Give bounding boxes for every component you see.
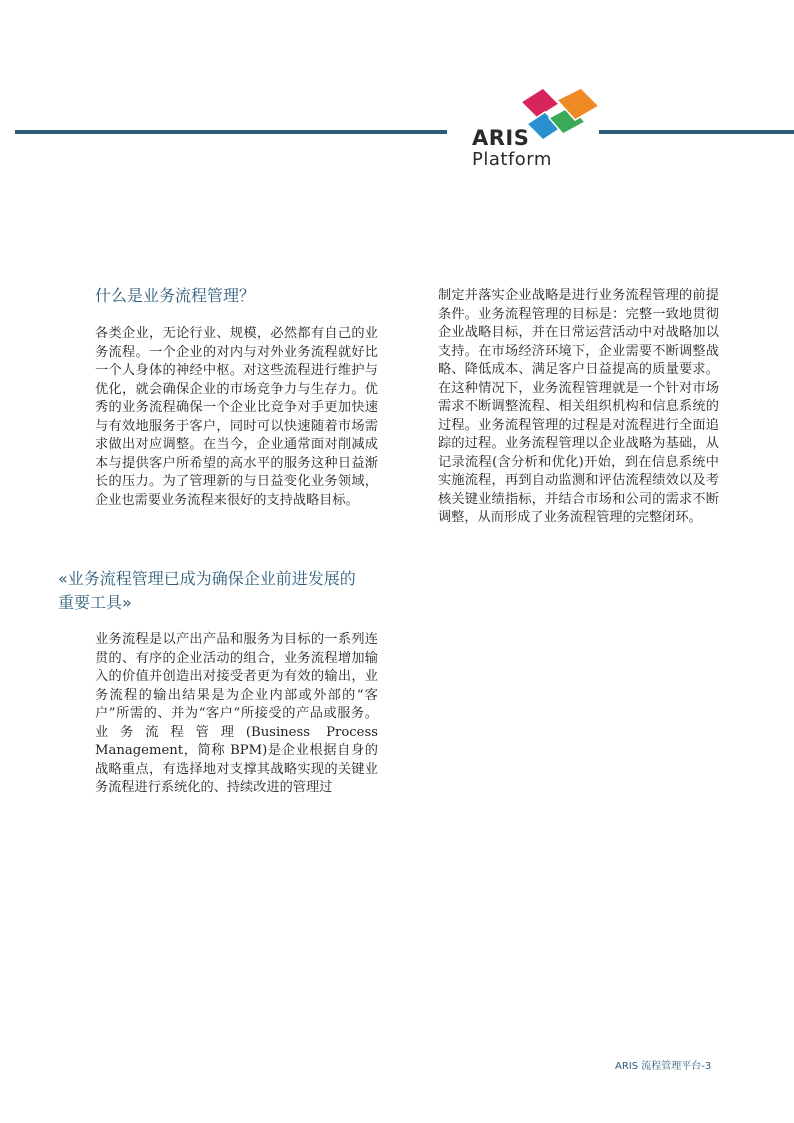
section-heading: 什么是业务流程管理？: [95, 286, 256, 305]
pull-quote: «业务流程管理已成为确保企业前进发展的重要工具»: [58, 569, 356, 612]
logo-wordmark: [472, 128, 582, 169]
logo-tile-magenta: [521, 88, 559, 118]
intro-paragraph: 各类企业，无论行业、规模，必然都有自己的业务流程。一个企业的对内与对外业务流程就好比一个人身体的神经中枢。对这些流程进行维护与优化，就会确保企业的市场竞争力与生存力。优秀的业务流程确保一个企业比竞争对手更加快速与有效地服务于客户，同时可以快速随着市场需求做出对应调整。在当今，企业通常面对削减成本与提供客户所希望的高水平的服务这种日益渐长的压力。为了管理新的与日益变化业务领域，企业也需要业务流程来很好的支持战略目标。: [95, 326, 378, 508]
page-footer: ARIS 流程管理平台-3: [615, 1061, 712, 1072]
header-rule-left: [15, 130, 447, 134]
definition-paragraph: 业务流程是以产出产品和服务为目标的一系列连贯的、有序的企业活动的组合，业务流程增加输入的价值并创造出对接受者更为有效的输出，业务流程的输出结果是为企业内部或外部的“客户”所需的、并为“客户”所接受的产品或服务。业务流程管理(Business Process Management，简称 BPM)是企业根据自身的战略重点，有选择地对支撑其战略实现的关键业务流程进行系统化的、持续改进的管理过: [95, 632, 378, 795]
logo-product: Platform: [472, 149, 552, 170]
logo-brand: ARIS: [472, 126, 530, 150]
strategy-paragraph: 制定并落实企业战略是进行业务流程管理的前提条件。业务流程管理的目标是：完整一致地贯彻企业战略目标，并在日常运营活动中对战略加以支持。在市场经济环境下，企业需要不断调整战略、降低成本、满足客户日益提高的质量要求。在这种情况下，业务流程管理就是一个针对市场需求不断调整流程、相关组织机构和信息系统的过程。业务流程管理的过程是对流程进行全面追踪的过程。业务流程管理以企业战略为基础，从记录流程(含分析和优化)开始，到在信息系统中实施流程，再到自动监测和评估流程绩效以及考核关键业绩指标，并结合市场和公司的需求不断调整，从而形成了业务流程管理的完整闭环。: [438, 288, 719, 525]
header-rule-right: [599, 130, 794, 134]
